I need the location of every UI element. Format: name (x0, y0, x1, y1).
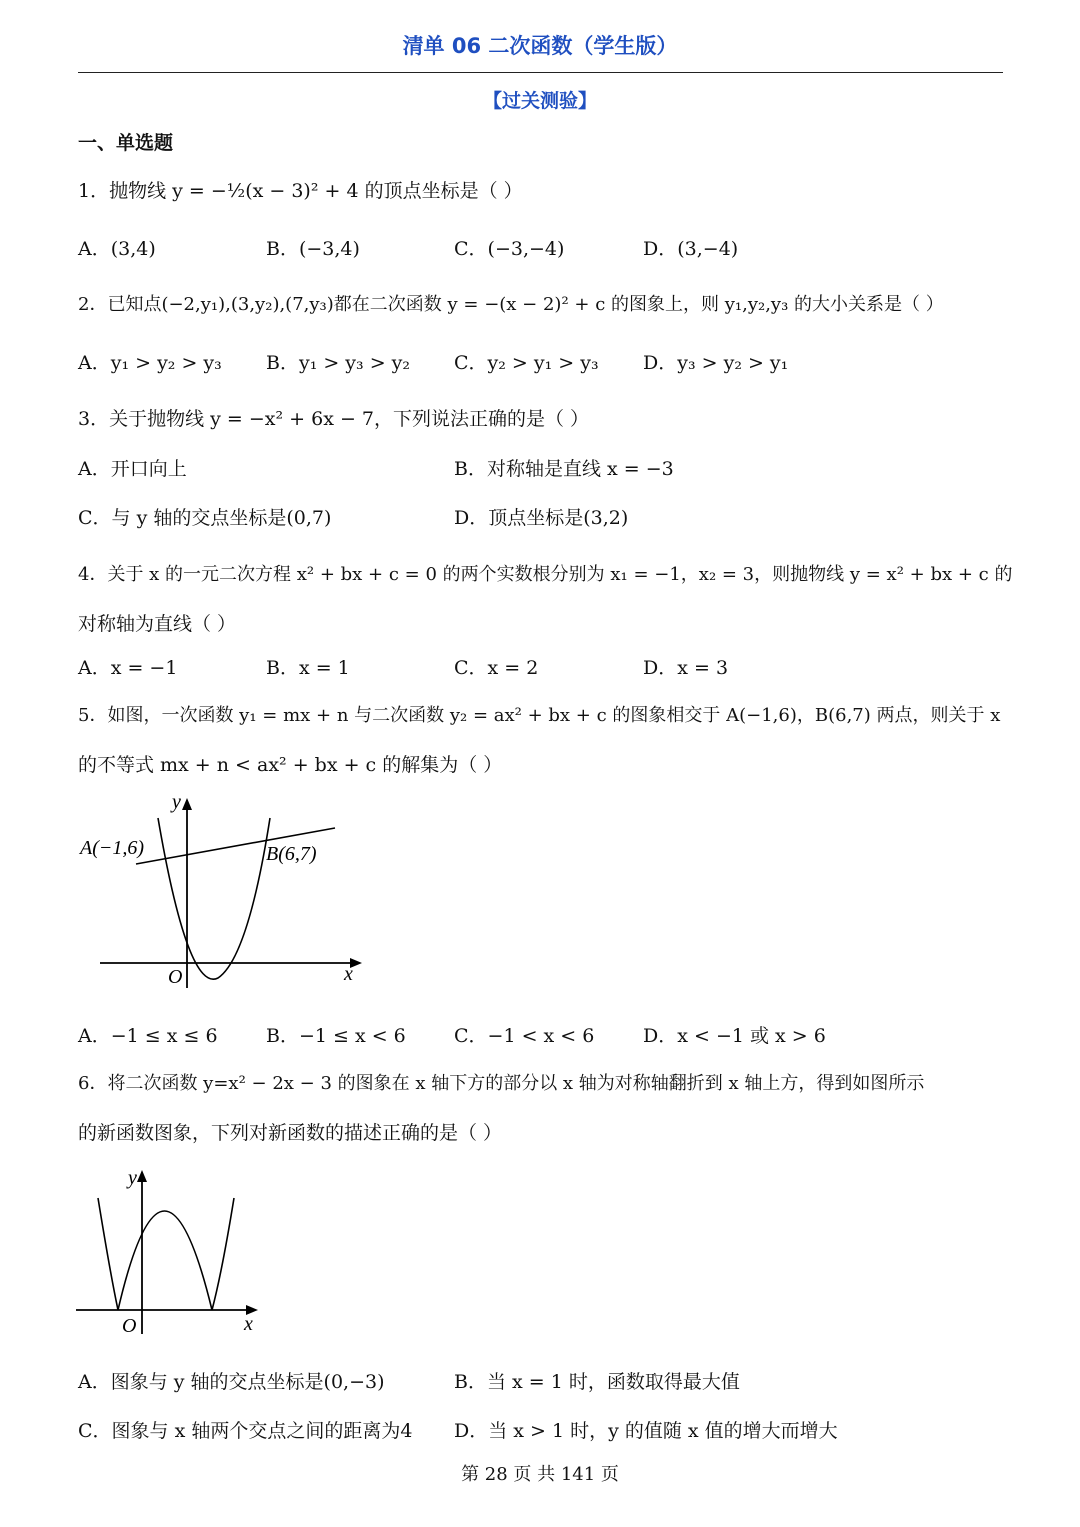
q5-label-y: y (172, 791, 181, 813)
question-5-text-line1: 5．如图，一次函数 y₁ = mx + n 与二次函数 y₂ = ax² + bx + c 的图象相交于 A(−1,6)，B(6,7) 两点，则关于 x (78, 705, 1001, 726)
q1-option-a[interactable]: A．(3,4) (78, 238, 156, 260)
q6-option-c[interactable]: C．图象与 x 轴两个交点之间的距离为4 (78, 1420, 413, 1442)
question-6-text-line2: 的新函数图象，下列对新函数的描述正确的是（ ） (78, 1122, 503, 1144)
q5-label-b: B(6,7) (266, 843, 317, 865)
q4-option-b[interactable]: B．x = 1 (266, 657, 350, 679)
q1-option-c[interactable]: C．(−3,−4) (454, 238, 565, 260)
q6-curve-left (98, 1198, 118, 1310)
q6-label-y: y (128, 1167, 137, 1189)
q1-option-d[interactable]: D．(3,−4) (643, 238, 739, 260)
question-5-text-line2: 的不等式 mx + n < ax² + bx + c 的解集为（ ） (78, 754, 503, 776)
question-2-text: 2．已知点(−2,y₁),(3,y₂),(7,y₃)都在二次函数 y = −(x − 2)² + c 的图象上，则 y₁,y₂,y₃ 的大小关系是（ ） (78, 294, 944, 315)
question-3-text: 3．关于抛物线 y = −x² + 6x − 7，下列说法正确的是（ ） (78, 408, 590, 430)
q6-curve-middle-arch (118, 1211, 212, 1310)
q5-label-x: x (344, 963, 353, 985)
q3-option-c[interactable]: C．与 y 轴的交点坐标是(0,7) (78, 507, 332, 529)
q5-label-a: A(−1,6) (80, 837, 145, 859)
q6-option-a[interactable]: A．图象与 y 轴的交点坐标是(0,−3) (78, 1371, 385, 1393)
question-6-figure (72, 1162, 272, 1342)
question-6-text-line1: 6．将二次函数 y=x² − 2x − 3 的图象在 x 轴下方的部分以 x 轴为对称轴翻折到 x 轴上方，得到如图所示 (78, 1073, 925, 1094)
question-1-text: 1．抛物线 y = −½(x − 3)² + 4 的顶点坐标是（ ） (78, 180, 523, 202)
q2-option-a[interactable]: A．y₁ > y₂ > y₃ (78, 352, 222, 374)
section-banner: 【过关测验】 (482, 90, 597, 112)
q5-option-a[interactable]: A．−1 ≤ x ≤ 6 (78, 1025, 218, 1047)
question-4-text-line2: 对称轴为直线（ ） (78, 613, 237, 635)
q6-curve-right (212, 1198, 234, 1310)
section-heading: 一、单选题 (78, 132, 174, 154)
page-header-title: 清单 06 二次函数（学生版） (402, 34, 678, 58)
q2-option-d[interactable]: D．y₃ > y₂ > y₁ (643, 352, 789, 374)
q2-option-c[interactable]: C．y₂ > y₁ > y₃ (454, 352, 599, 374)
question-5-figure (78, 788, 378, 998)
q3-option-b[interactable]: B．对称轴是直线 x = −3 (454, 458, 674, 480)
q1-option-b[interactable]: B．(−3,4) (266, 238, 360, 260)
q6-label-origin: O (122, 1315, 137, 1337)
q5-option-d[interactable]: D．x < −1 或 x > 6 (643, 1025, 826, 1047)
q5-y-arrow-icon (182, 798, 192, 810)
question-4-text-line1: 4．关于 x 的一元二次方程 x² + bx + c = 0 的两个实数根分别为 x₁ = −1，x₂ = 3，则抛物线 y = x² + bx + c 的 (78, 564, 1013, 585)
q6-y-arrow-icon (137, 1170, 147, 1182)
q6-option-b[interactable]: B．当 x = 1 时，函数取得最大值 (454, 1371, 740, 1393)
q5-label-origin: O (168, 966, 183, 988)
q3-option-d[interactable]: D．顶点坐标是(3,2) (454, 507, 629, 529)
q5-option-c[interactable]: C．−1 < x < 6 (454, 1025, 595, 1047)
q4-option-a[interactable]: A．x = −1 (78, 657, 178, 679)
q5-option-b[interactable]: B．−1 ≤ x < 6 (266, 1025, 406, 1047)
q2-option-b[interactable]: B．y₁ > y₃ > y₂ (266, 352, 411, 374)
q4-option-c[interactable]: C．x = 2 (454, 657, 539, 679)
q4-option-d[interactable]: D．x = 3 (643, 657, 729, 679)
header-divider (78, 72, 1003, 73)
q6-label-x: x (244, 1313, 253, 1335)
q3-option-a[interactable]: A．开口向上 (78, 458, 187, 480)
q6-option-d[interactable]: D．当 x > 1 时，y 的值随 x 值的增大而增大 (454, 1420, 838, 1442)
page-footer: 第 28 页 共 141 页 (461, 1464, 619, 1485)
